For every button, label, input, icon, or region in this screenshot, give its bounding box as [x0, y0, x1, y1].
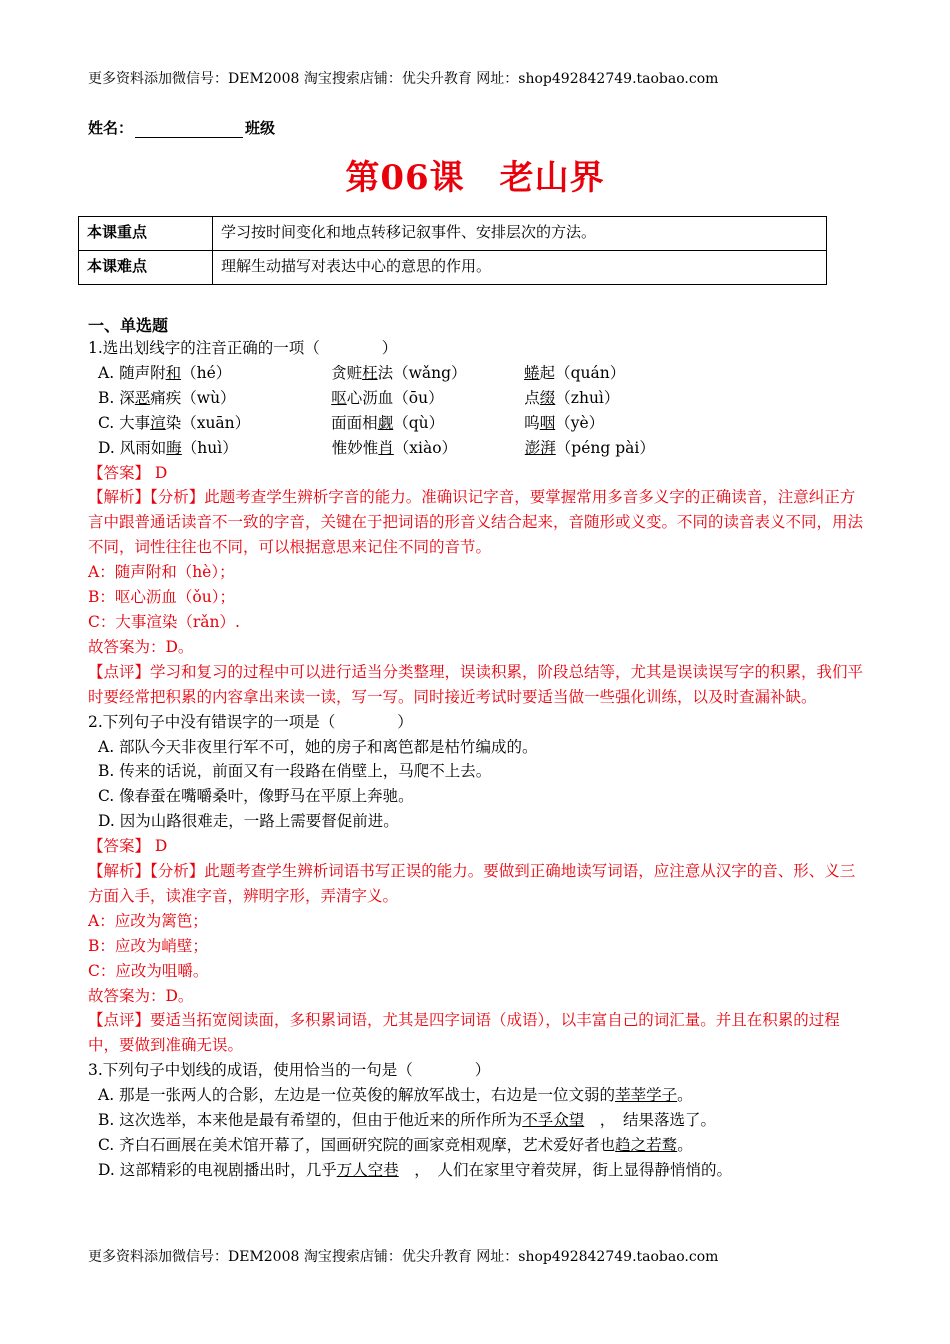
- table-row: [79, 251, 827, 285]
- q1-final: 故答案为：D。: [88, 637, 194, 656]
- page-footer: 更多资料添加微信号：DEM2008 淘宝搜索店铺：优尖升教育 网址：shop492842749.taobao.com: [88, 1249, 719, 1265]
- q2-option-d: D. 因为山路很难走，一路上需要督促前进。: [98, 812, 399, 831]
- q1-option-a: A. 随声附和（hé） 贪赃枉法（wǎng） 蜷起（quán）: [98, 363, 626, 382]
- name-class-line: [88, 117, 275, 138]
- q1-analysis-b: B：呕心沥血（ǒu）；: [88, 588, 235, 607]
- difficulty-label: 本课难点: [79, 251, 213, 285]
- q3-option-b: B. 这次选举，本来他是最有希望的，但由于他近来的所作所为不孚众望 ， 结果落选了。: [98, 1111, 717, 1130]
- q1-answer: 【答案】 D: [88, 463, 168, 482]
- key-point-text: 学习按时间变化和地点转移记叙事件、安排层次的方法。: [213, 217, 827, 251]
- q1-analysis: 【解析】【分析】此题考查学生辨析字音的能力。准确识记字音，要掌握常用多音多义字的正确读音，注意纠正方言中跟普通话读音不一致的字音，关键在于把词语的形音义结合起来，音随形或义变。不同的读音表义不同，用法不同，词性往往也不同，可以根据意思来记住不同的音节。: [88, 488, 864, 557]
- q3-option-d: D. 这部精彩的电视剧播出时，几乎万人空巷 ， 人们在家里守着荧屏，街上显得静悄悄的。: [98, 1160, 733, 1179]
- q2-final: 故答案为：D。: [88, 986, 194, 1005]
- q2-analysis-c: C：应改为咀嚼。: [88, 961, 209, 980]
- q2-option-c: C. 像春蚕在嘴嚼桑叶，像野马在平原上奔驰。: [98, 787, 414, 806]
- q1-analysis-c: C：大事渲染（rǎn）.: [88, 612, 240, 631]
- name-label: 姓名：: [88, 119, 134, 137]
- question-content: [88, 336, 868, 1183]
- q2-analysis-b: B：应改为峭壁；: [88, 936, 208, 955]
- class-label: 班级: [245, 119, 276, 137]
- page-header: 更多资料添加微信号：DEM2008 淘宝搜索店铺：优尖升教育 网址：shop492842749.taobao.com: [88, 71, 719, 87]
- q1-analysis-a: A：随声附和（hè）；: [88, 563, 235, 582]
- table-row: [79, 217, 827, 251]
- section-title: 一、单选题: [88, 316, 169, 335]
- q2-answer: 【答案】 D: [88, 837, 168, 856]
- q1-option-d: D. 风雨如晦（huì） 惟妙惟肖（xiào） 澎湃（péng pài）: [98, 438, 655, 457]
- q1-stem: 1.选出划线字的注音正确的一项（ ）: [88, 339, 398, 357]
- q1-option-b: B. 深恶痛疾（wù） 呕心沥血（ōu） 点缀（zhuì）: [98, 388, 620, 407]
- q2-option-a: A. 部队今天非夜里行军不可，她的房子和离笆都是枯竹编成的。: [98, 737, 538, 756]
- key-points-table: [78, 216, 827, 285]
- q3-stem: 3.下列句子中划线的成语，使用恰当的一句是（ ）: [88, 1061, 491, 1080]
- lesson-title: 第06课 老山界: [345, 158, 605, 198]
- name-blank: [135, 123, 243, 138]
- q1-comment: 【点评】学习和复习的过程中可以进行适当分类整理，误读积累，阶段总结等，尤其是误读误写字的积累，我们平时要经常把积累的内容拿出来读一读，写一写。同时接近考试时要适当做一些强化训练，以及时查漏补缺。: [88, 662, 864, 706]
- q2-comment: 【点评】要适当拓宽阅读面，多积累词语，尤其是四字词语（成语），以丰富自己的词汇量。并且在积累的过程中，要做到准确无误。: [88, 1011, 840, 1055]
- q2-option-b: B. 传来的话说，前面又有一段路在俏壁上，马爬不上去。: [98, 762, 492, 781]
- q2-analysis-a: A：应改为篱笆；: [88, 911, 208, 930]
- q3-option-c: C. 齐白石画展在美术馆开幕了，国画研究院的画家竞相观摩，艺术爱好者也趋之若鹜。: [98, 1136, 693, 1154]
- difficulty-text: 理解生动描写对表达中心的意思的作用。: [213, 251, 827, 285]
- q1-option-c: C. 大事渲染（xuān） 面面相觑（qù） 呜咽（yè）: [98, 413, 605, 432]
- q3-option-a: A. 那是一张两人的合影，左边是一位英俊的解放军战士，右边是一位文弱的莘莘学子。: [98, 1086, 693, 1105]
- q2-stem: 2.下列句子中没有错误字的一项是（ ）: [88, 712, 413, 731]
- q2-analysis: 【解析】【分析】此题考查学生辨析词语书写正误的能力。要做到正确地读写词语，应注意从汉字的音、形、义三方面入手，读准字音，辨明字形，弄清字义。: [88, 862, 856, 905]
- key-point-label: 本课重点: [79, 217, 213, 251]
